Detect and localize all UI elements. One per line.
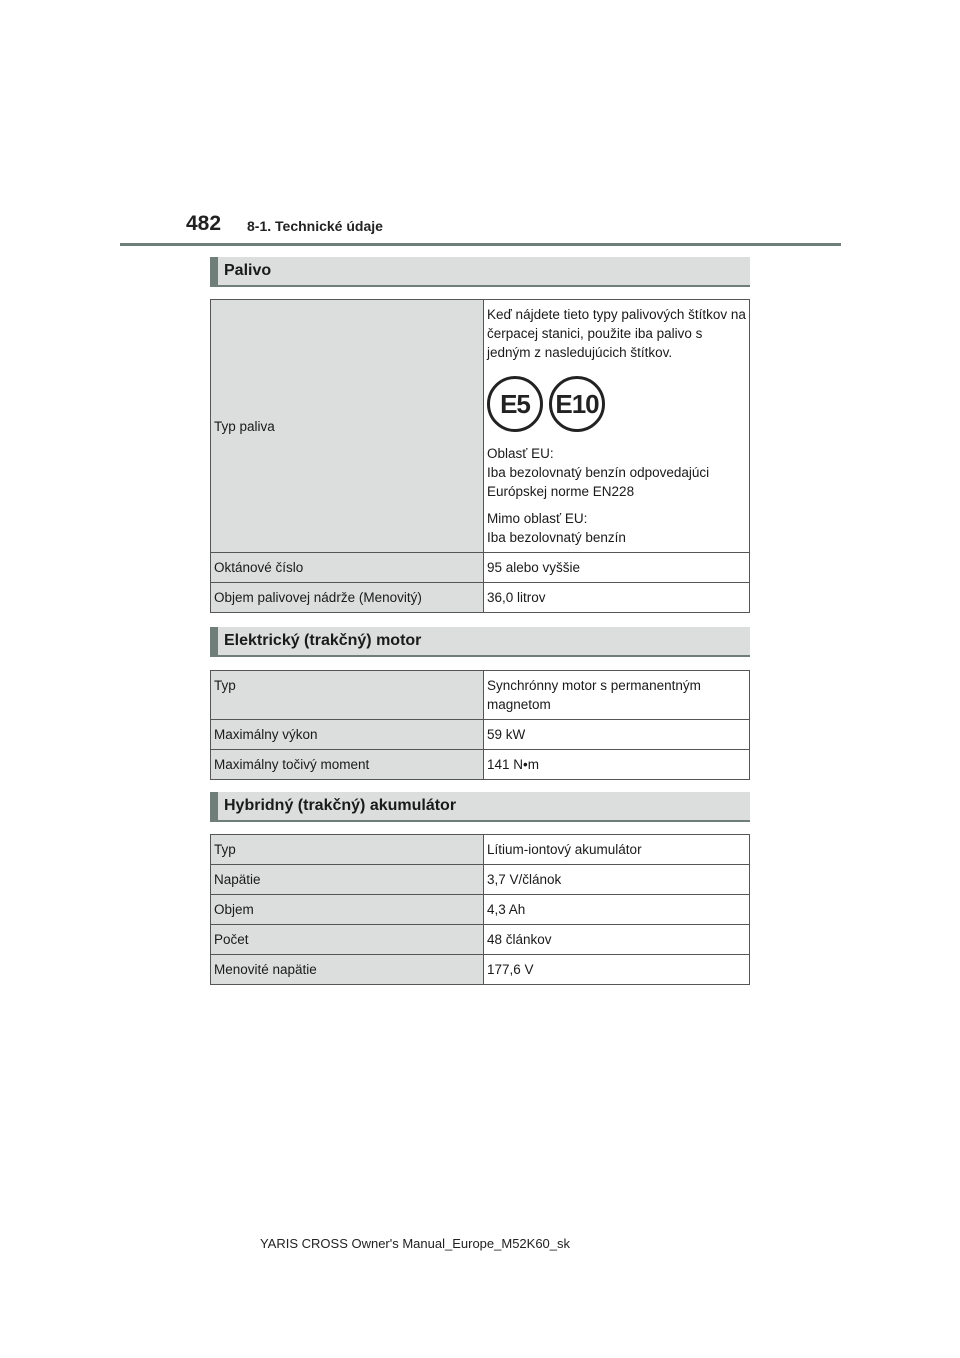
cell-count-label: Počet (211, 925, 484, 955)
header-divider (120, 243, 841, 246)
non-eu-region-title: Mimo oblasť EU: (487, 511, 588, 526)
motor-type-value: Synchrónny motor s permanentným magnetom (484, 671, 750, 720)
octane-label: Oktánové číslo (211, 553, 484, 583)
table-row (211, 865, 750, 895)
fuel-type-label: Typ paliva (211, 300, 484, 553)
voltage-label: Napätie (211, 865, 484, 895)
voltage-value: 3,7 V/článok (484, 865, 750, 895)
e10-fuel-badge-icon: E10 (549, 376, 605, 432)
table-row (211, 583, 750, 613)
fuel-type-intro: Keď nájdete tieto typy palivových štítkov na čerpacej stanici, použite iba palivo s jedným z nasledujúcich štítkov. (487, 307, 746, 360)
octane-value: 95 alebo vyššie (484, 553, 750, 583)
capacity-label: Objem (211, 895, 484, 925)
battery-section-heading: Hybridný (trakčný) akumulátor (210, 792, 750, 822)
tank-capacity-label: Objem palivovej nádrže (Menovitý) (211, 583, 484, 613)
capacity-value: 4,3 Ah (484, 895, 750, 925)
battery-table (210, 834, 750, 985)
motor-table (210, 670, 750, 780)
manual-footer: YARIS CROSS Owner's Manual_Europe_M52K60_sk (259, 1236, 571, 1251)
e5-fuel-badge-icon: E5 (487, 376, 543, 432)
non-eu-region-note (487, 509, 746, 547)
fuel-label-badges (487, 376, 746, 432)
nominal-voltage-value: 177,6 V (484, 955, 750, 985)
motor-section-heading: Elektrický (trakčný) motor (210, 627, 750, 657)
motor-type-label: Typ (211, 671, 484, 720)
page-number: 482 (186, 212, 222, 235)
fuel-table (210, 299, 750, 613)
max-torque-value: 141 N•m (484, 750, 750, 780)
battery-type-value: Lítium-iontový akumulátor (484, 835, 750, 865)
table-row (211, 895, 750, 925)
nominal-voltage-label: Menovité napätie (211, 955, 484, 985)
table-row (211, 671, 750, 720)
fuel-type-value (484, 300, 750, 553)
table-row (211, 553, 750, 583)
table-row (211, 925, 750, 955)
table-row (211, 720, 750, 750)
section-breadcrumb: 8-1. Technické údaje (247, 218, 383, 234)
fuel-section-heading: Palivo (210, 257, 750, 287)
table-row (211, 300, 750, 553)
max-power-label: Maximálny výkon (211, 720, 484, 750)
table-row (211, 955, 750, 985)
max-torque-label: Maximálny točivý moment (211, 750, 484, 780)
eu-region-note (487, 444, 746, 501)
battery-type-label: Typ (211, 835, 484, 865)
non-eu-region-text: Iba bezolovnatý benzín (487, 530, 626, 545)
cell-count-value: 48 článkov (484, 925, 750, 955)
table-row (211, 835, 750, 865)
tank-capacity-value: 36,0 litrov (484, 583, 750, 613)
table-row (211, 750, 750, 780)
eu-region-title: Oblasť EU: (487, 446, 554, 461)
eu-region-text: Iba bezolovnatý benzín odpovedajúci Európskej norme EN228 (487, 465, 710, 499)
max-power-value: 59 kW (484, 720, 750, 750)
